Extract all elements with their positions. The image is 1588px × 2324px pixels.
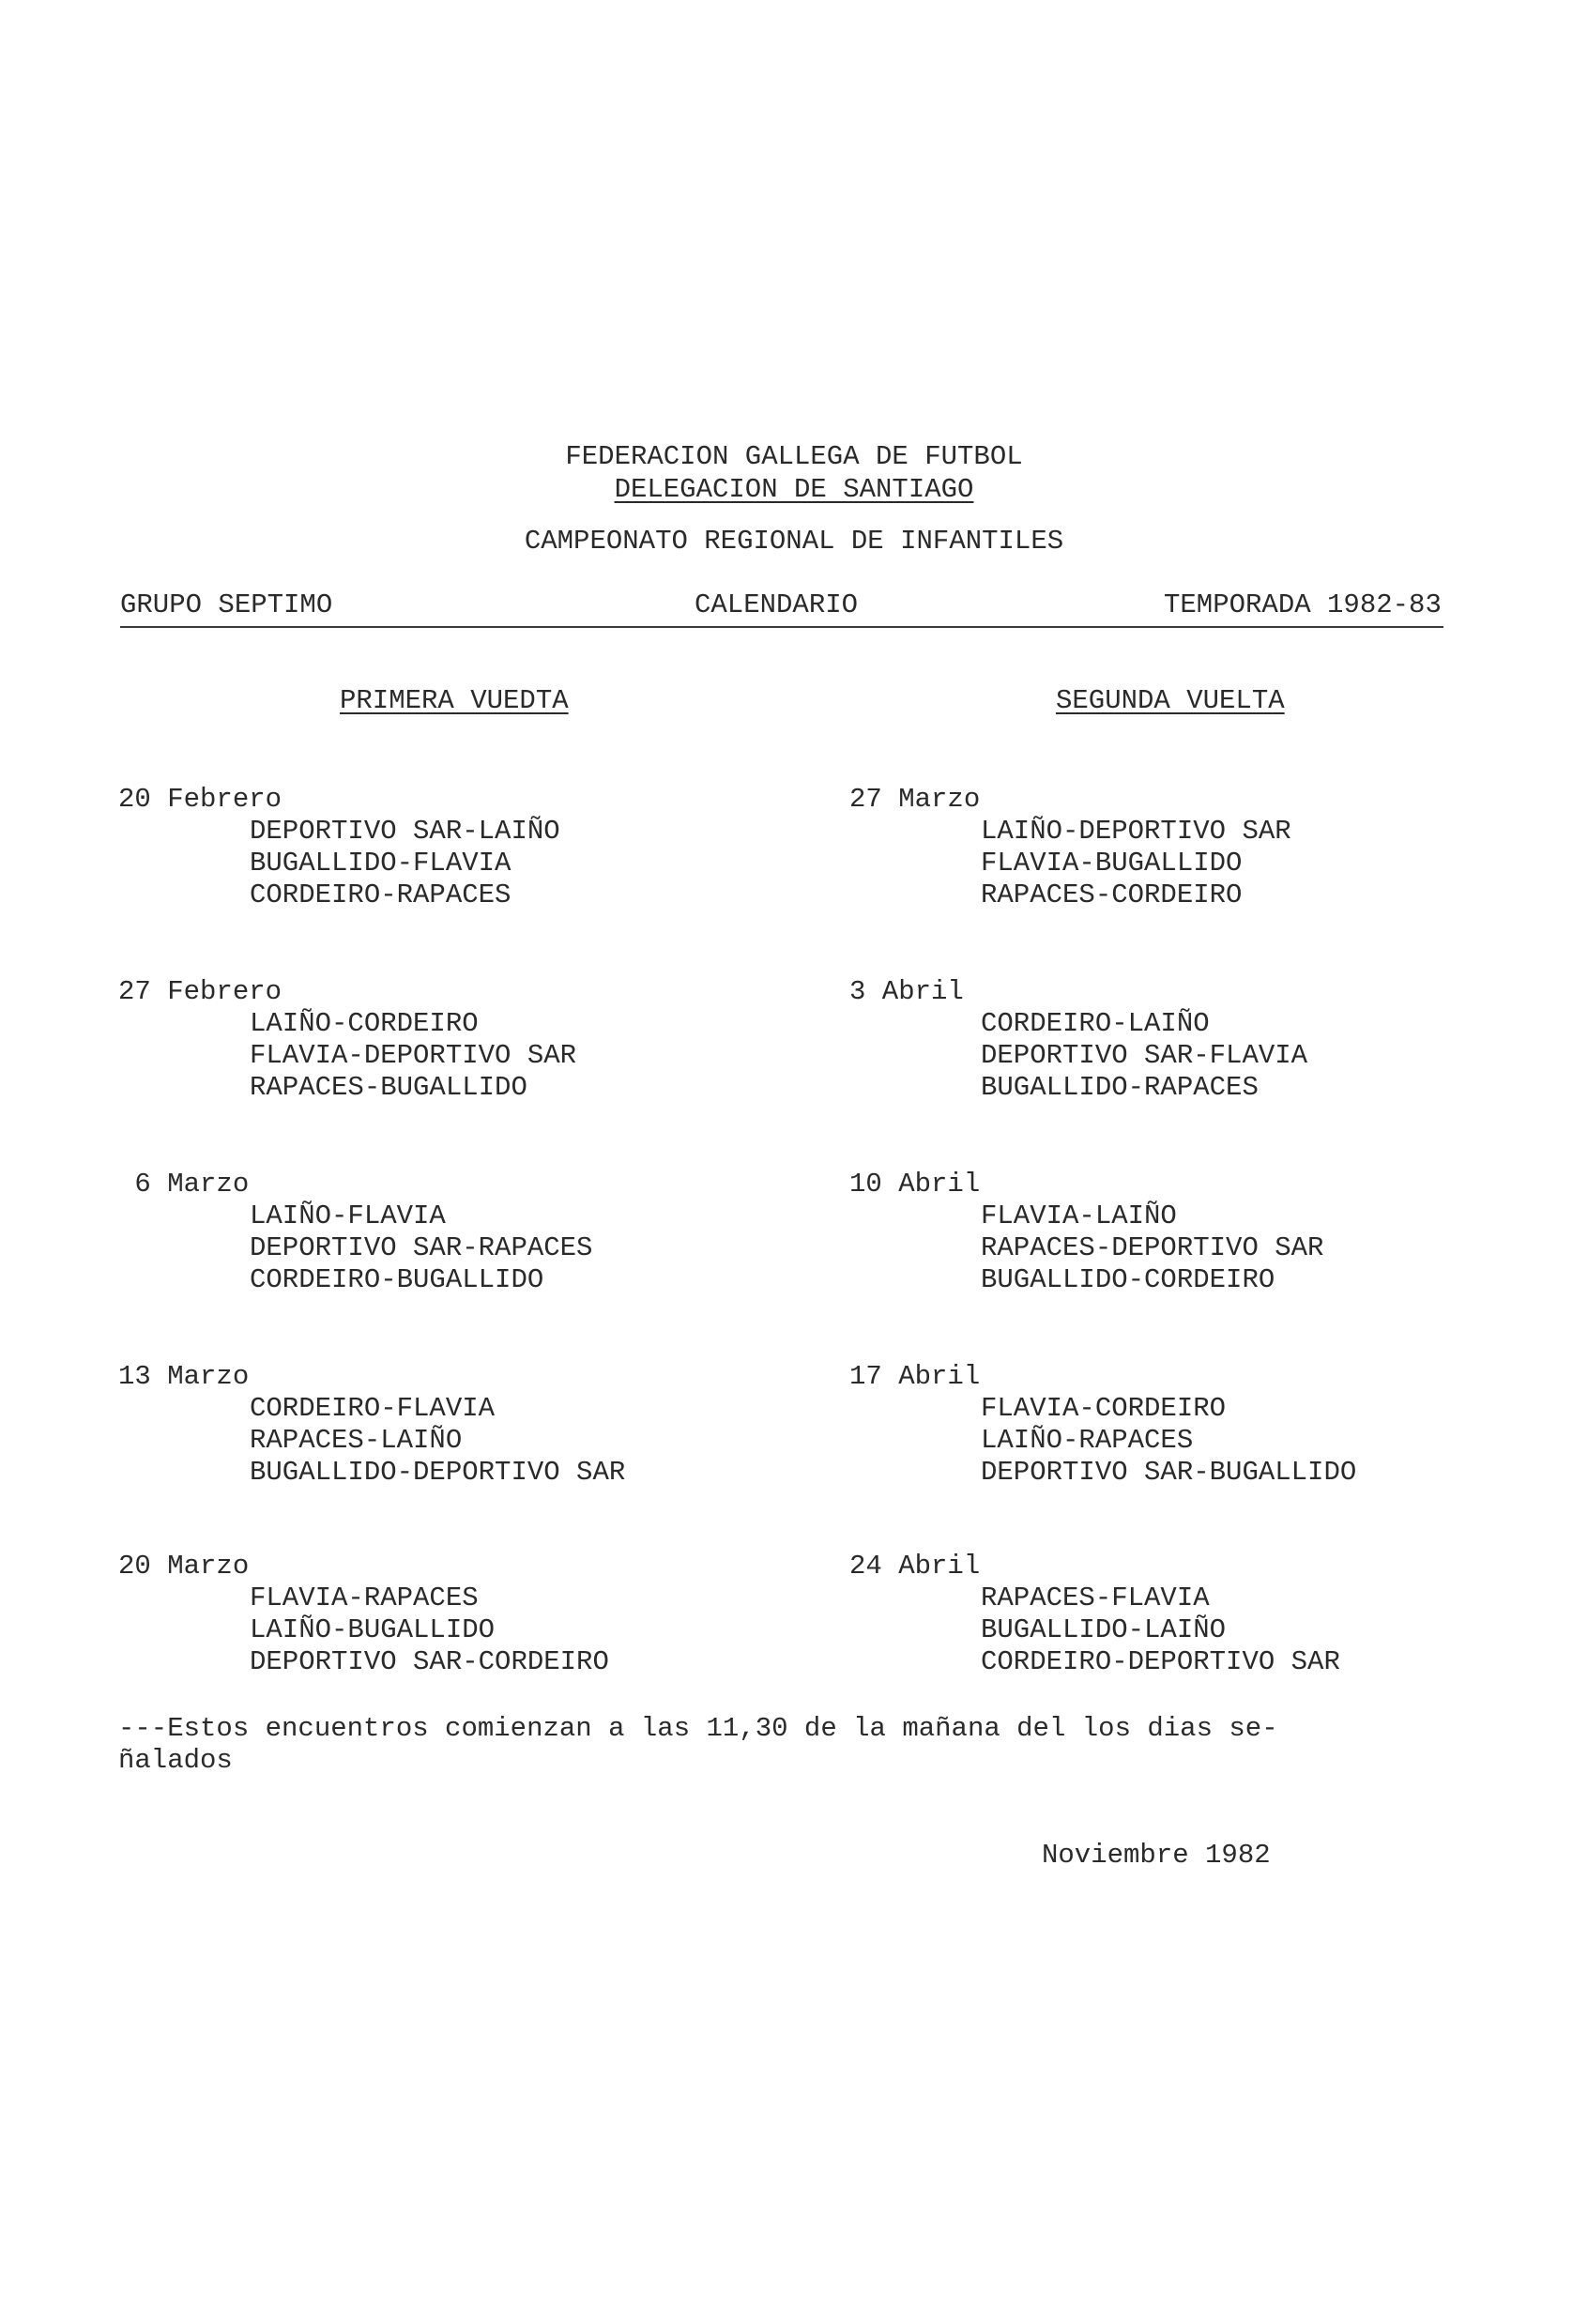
first-round-matchday-3: [118, 1169, 592, 1296]
match: CORDEIRO-DEPORTIVO SAR: [981, 1646, 1340, 1677]
header-divider: [120, 626, 1443, 628]
schedule-note-line-1: ---Estos encuentros comienzan a las 11,30 de la mañana del los dias se-: [118, 1713, 1278, 1744]
match: DEPORTIVO SAR-BUGALLIDO: [981, 1457, 1357, 1488]
match: RAPACES-CORDEIRO: [981, 879, 1243, 910]
matchday-date: 24 Abril: [849, 1551, 981, 1582]
first-round-matchday-4: [118, 1361, 625, 1489]
first-round-matchday-2: [118, 976, 576, 1104]
schedule-note-line-2: ñalados: [118, 1745, 233, 1776]
first-round-matchday-5: [118, 1551, 609, 1678]
match: RAPACES-BUGALLIDO: [250, 1072, 527, 1103]
document-date: Noviembre 1982: [1042, 1840, 1271, 1871]
first-round-matchday-1: [118, 784, 560, 911]
matchday-date: 6 Marzo: [118, 1169, 250, 1200]
second-round-matchday-4: [849, 1361, 1356, 1489]
championship-title: CAMPEONATO REGIONAL DE INFANTILES: [524, 526, 1064, 557]
second-round-matchday-3: [849, 1169, 1323, 1296]
matchday-date: 3 Abril: [849, 976, 964, 1007]
match: CORDEIRO-FLAVIA: [250, 1393, 496, 1424]
match: LAIÑO-RAPACES: [981, 1425, 1194, 1456]
match: FLAVIA-BUGALLIDO: [981, 848, 1243, 879]
match: DEPORTIVO SAR-LAIÑO: [250, 816, 560, 847]
match: LAIÑO-DEPORTIVO SAR: [981, 816, 1291, 847]
matchday-date: 10 Abril: [849, 1169, 981, 1200]
match: RAPACES-LAIÑO: [250, 1425, 463, 1456]
match: BUGALLIDO-LAIÑO: [981, 1614, 1227, 1645]
match: LAIÑO-BUGALLIDO: [250, 1614, 496, 1645]
match: CORDEIRO-RAPACES: [250, 879, 512, 910]
matchday-date: 27 Marzo: [849, 784, 981, 815]
document-type: CALENDARIO: [695, 589, 859, 620]
matchday-date: 20 Marzo: [118, 1551, 250, 1582]
match: FLAVIA-RAPACES: [250, 1582, 479, 1613]
match: BUGALLIDO-DEPORTIVO SAR: [250, 1457, 626, 1488]
match: LAIÑO-FLAVIA: [250, 1200, 446, 1231]
match: DEPORTIVO SAR-CORDEIRO: [250, 1646, 609, 1677]
match: FLAVIA-LAIÑO: [981, 1200, 1177, 1231]
matchday-date: 20 Febrero: [118, 784, 282, 815]
matchday-date: 27 Febrero: [118, 976, 282, 1007]
second-round-matchday-2: [849, 976, 1307, 1104]
match: RAPACES-DEPORTIVO SAR: [981, 1232, 1324, 1263]
match: LAIÑO-CORDEIRO: [250, 1008, 479, 1039]
matchday-date: 17 Abril: [849, 1361, 981, 1392]
match: FLAVIA-CORDEIRO: [981, 1393, 1227, 1424]
match: CORDEIRO-LAIÑO: [981, 1008, 1210, 1039]
match: BUGALLIDO-RAPACES: [981, 1072, 1259, 1103]
second-round-matchday-1: [849, 784, 1291, 911]
season-label: TEMPORADA 1982-83: [1164, 589, 1442, 620]
match: FLAVIA-DEPORTIVO SAR: [250, 1040, 577, 1071]
first-round-title: PRIMERA VUEDTA: [340, 685, 569, 716]
federation-title: FEDERACION GALLEGA DE FUTBOL: [565, 441, 1023, 472]
second-round-matchday-5: [849, 1551, 1340, 1678]
match: RAPACES-FLAVIA: [981, 1582, 1210, 1613]
match: DEPORTIVO SAR-FLAVIA: [981, 1040, 1308, 1071]
group-label: GRUPO SEPTIMO: [120, 589, 333, 620]
matchday-date: 13 Marzo: [118, 1361, 250, 1392]
second-round-title: SEGUNDA VUELTA: [1056, 685, 1285, 716]
match: CORDEIRO-BUGALLIDO: [250, 1264, 544, 1295]
match: BUGALLIDO-CORDEIRO: [981, 1264, 1275, 1295]
delegation-title: DELEGACION DE SANTIAGO: [614, 474, 974, 505]
match: BUGALLIDO-FLAVIA: [250, 848, 512, 879]
match: DEPORTIVO SAR-RAPACES: [250, 1232, 593, 1263]
